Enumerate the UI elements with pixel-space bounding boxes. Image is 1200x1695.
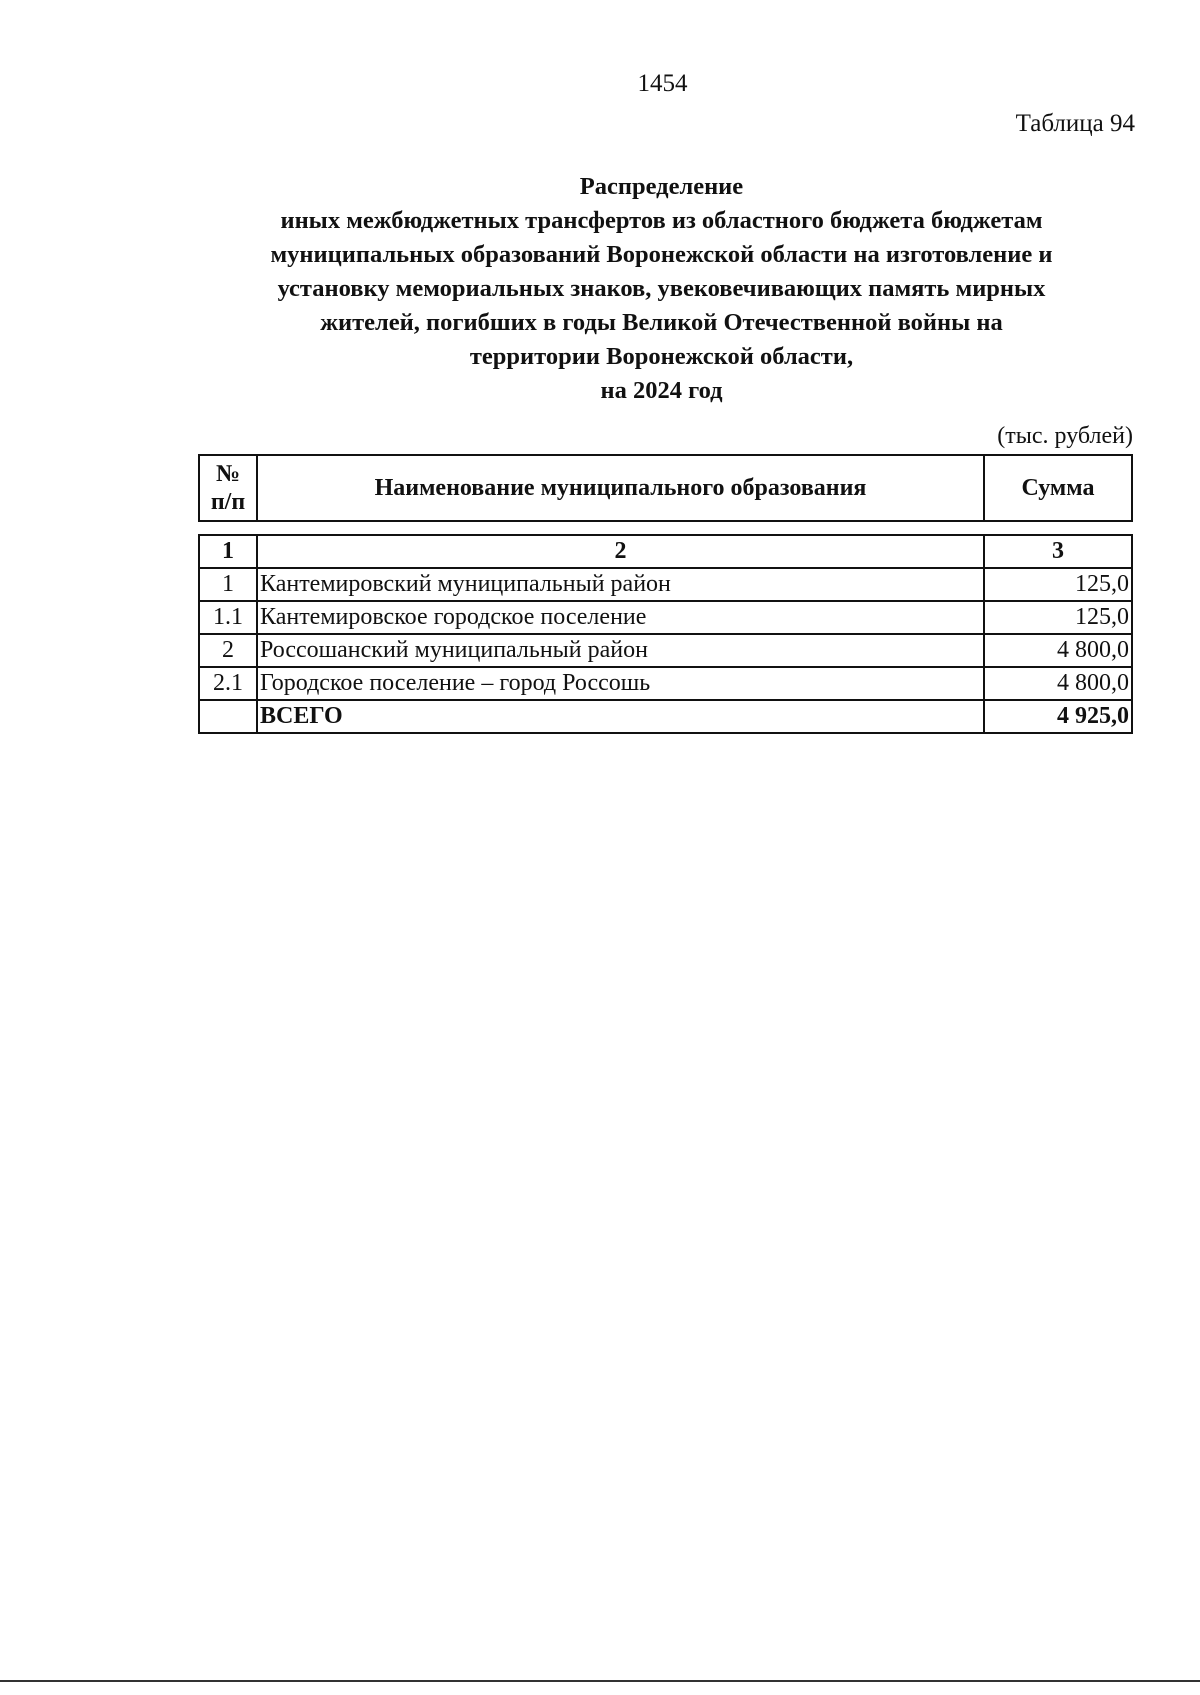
table-row <box>199 601 1132 634</box>
row-name: Кантемировский муниципальный район <box>257 568 984 601</box>
table-row <box>199 634 1132 667</box>
header-number <box>199 455 257 521</box>
header-name: Наименование муниципального образования <box>257 455 984 521</box>
total-row <box>199 700 1132 733</box>
footer-rule <box>0 1680 1200 1682</box>
table-header <box>198 454 1133 522</box>
page-number: 1454 <box>637 70 688 97</box>
row-number: 2 <box>199 634 257 667</box>
row-number: 1.1 <box>199 601 257 634</box>
column-index-cell: 3 <box>984 535 1132 568</box>
total-label: ВСЕГО <box>257 700 984 733</box>
column-index-row <box>199 535 1132 568</box>
total-number <box>199 700 257 733</box>
title-line: территории Воронежской области, <box>469 343 854 370</box>
total-sum: 4 925,0 <box>984 700 1132 733</box>
table-row <box>199 667 1132 700</box>
units-label: (тыс. рублей) <box>997 423 1133 449</box>
header-number-line2: п/п <box>210 489 246 515</box>
distribution-table <box>198 534 1133 734</box>
title-line: на 2024 год <box>600 377 723 404</box>
document-title <box>190 170 1133 408</box>
title-line: иных межбюджетных трансфертов из областного бюджета бюджетам <box>280 207 1043 234</box>
row-name: Городское поселение – город Россошь <box>257 667 984 700</box>
row-sum: 125,0 <box>984 568 1132 601</box>
header-sum: Сумма <box>984 455 1132 521</box>
header-row <box>199 455 1132 521</box>
row-sum: 4 800,0 <box>984 634 1132 667</box>
title-line: муниципальных образований Воронежской области на изготовление и <box>270 241 1053 268</box>
table-label: Таблица 94 <box>1015 110 1135 137</box>
title-line: Распределение <box>579 173 744 200</box>
row-name: Кантемировское городское поселение <box>257 601 984 634</box>
title-line: установку мемориальных знаков, увековечивающих память мирных <box>277 275 1046 302</box>
row-number: 2.1 <box>199 667 257 700</box>
column-index-cell: 1 <box>199 535 257 568</box>
row-sum: 4 800,0 <box>984 667 1132 700</box>
header-number-line1: № <box>215 461 241 487</box>
row-name: Россошанский муниципальный район <box>257 634 984 667</box>
table-row <box>199 568 1132 601</box>
title-line: жителей, погибших в годы Великой Отечественной войны на <box>320 309 1003 336</box>
row-sum: 125,0 <box>984 601 1132 634</box>
row-number: 1 <box>199 568 257 601</box>
column-index-cell: 2 <box>257 535 984 568</box>
